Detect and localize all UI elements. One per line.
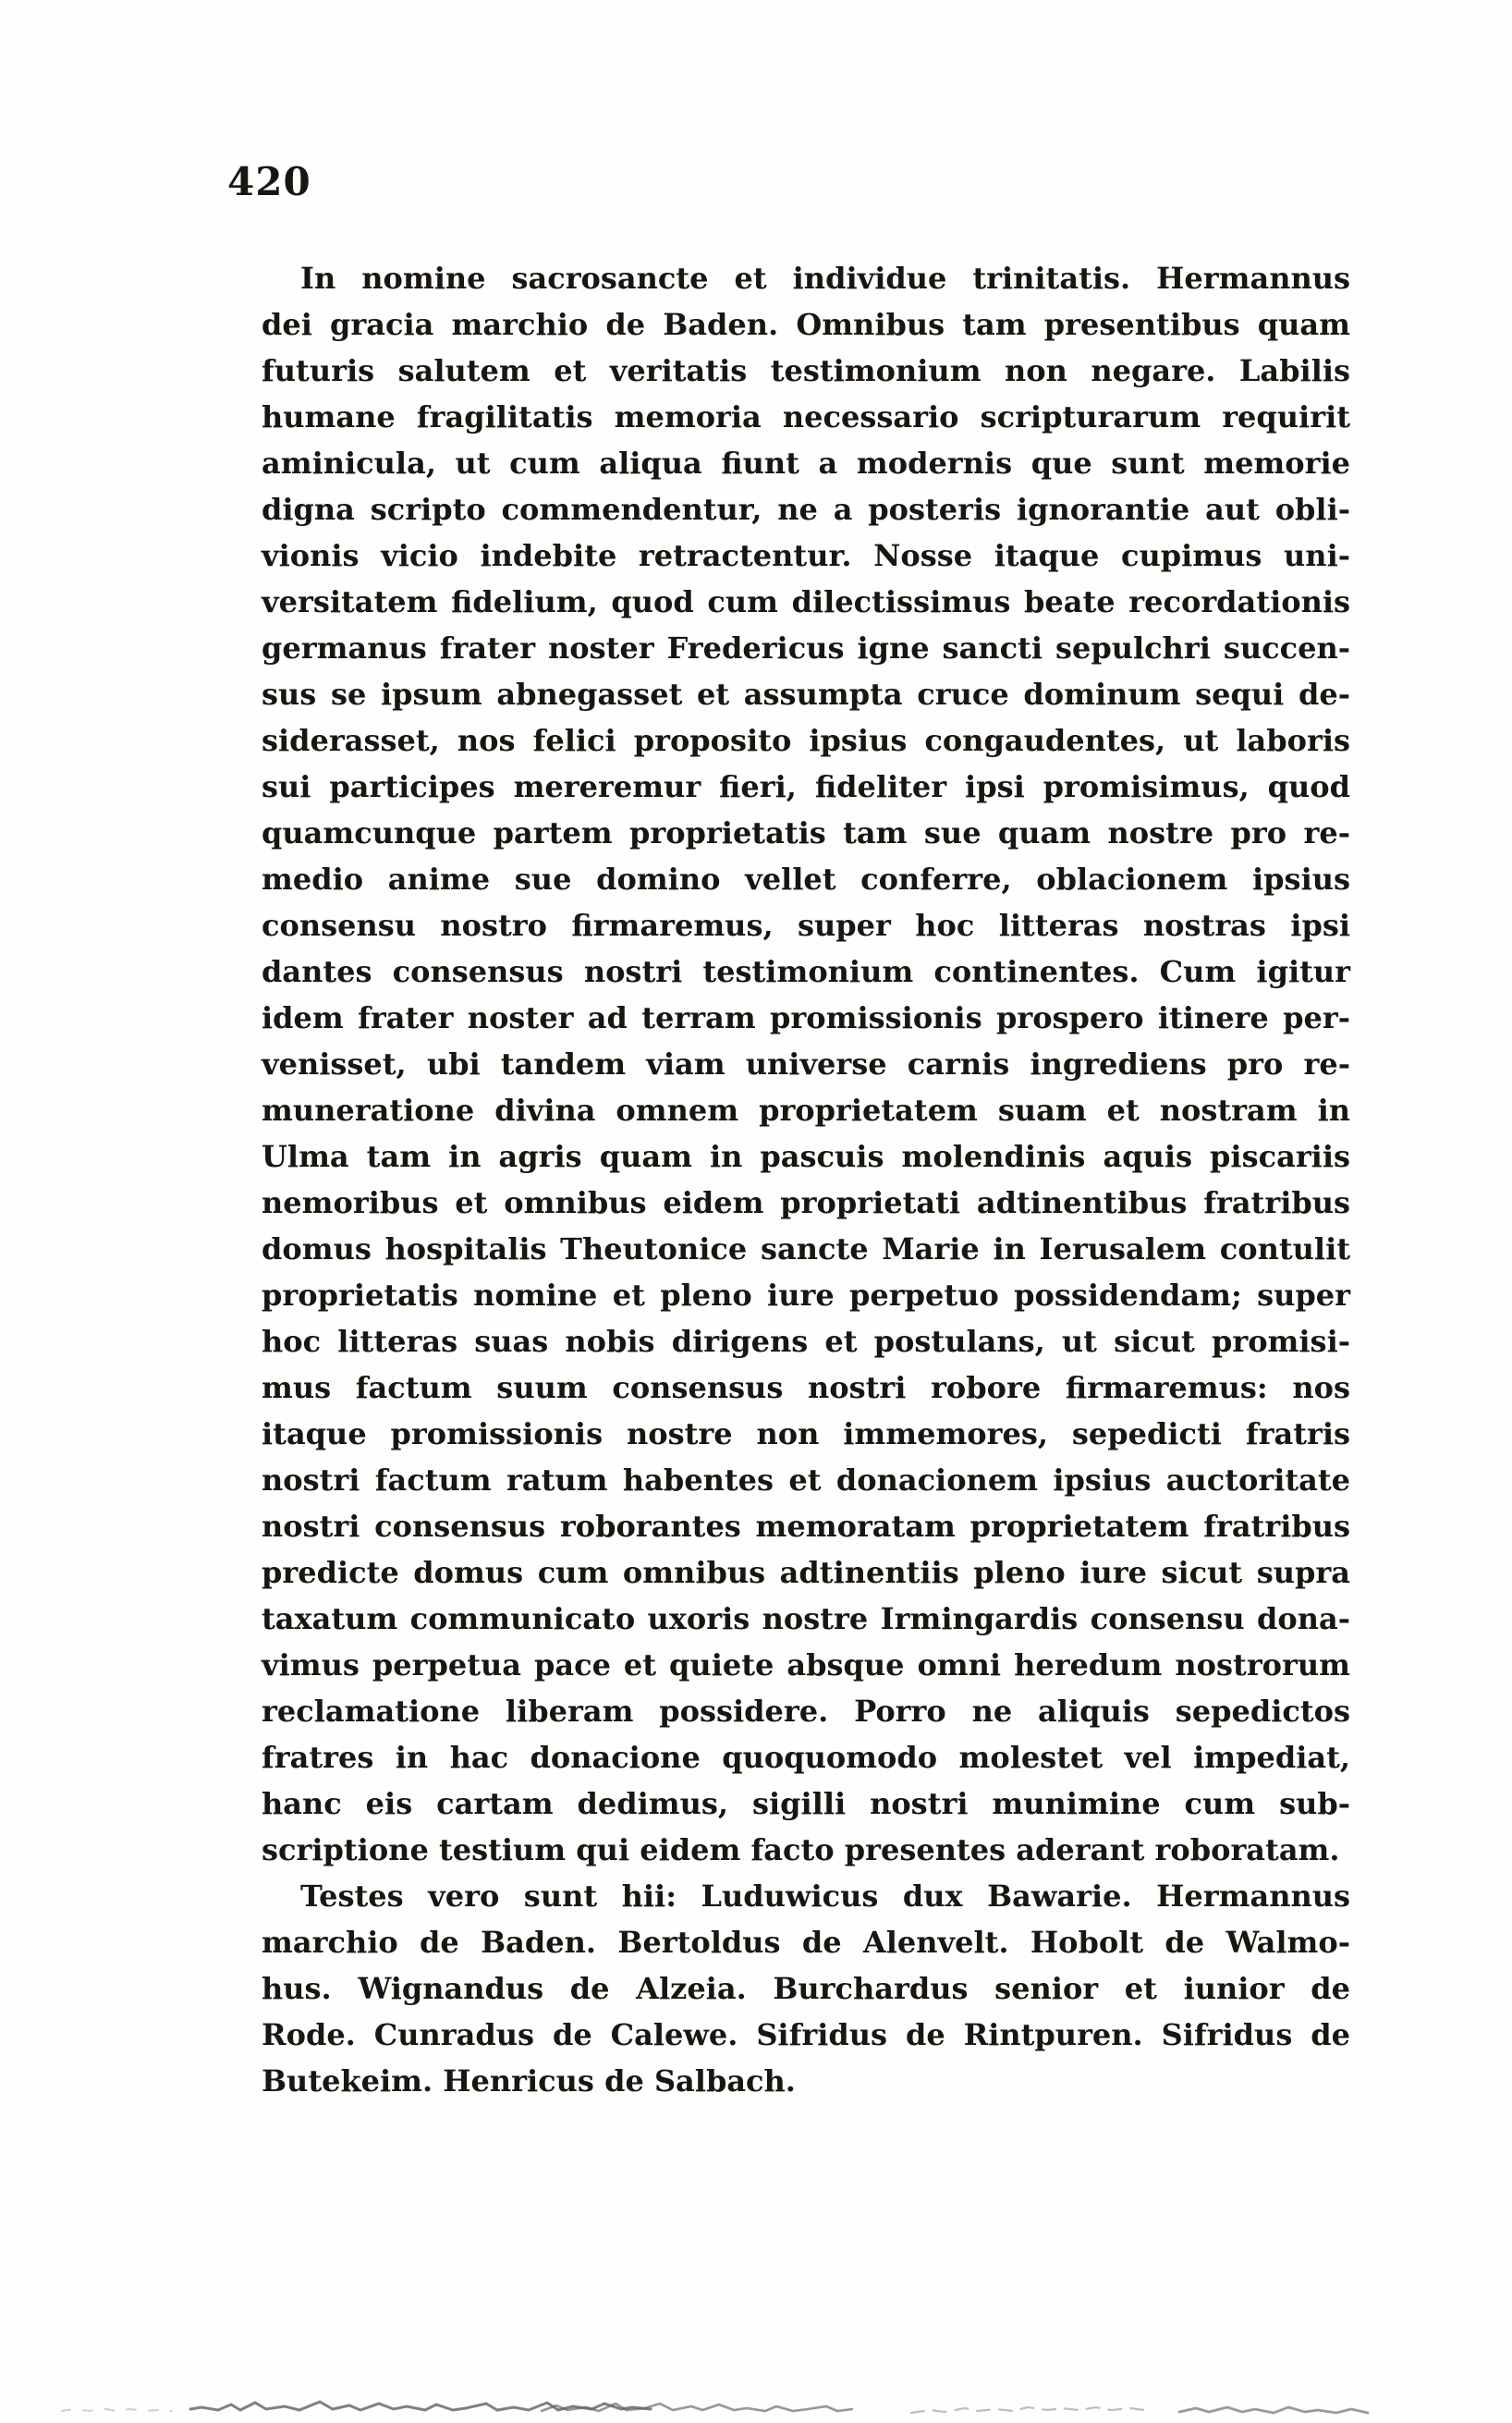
text-line: futuris salutem et veritatis testimonium non negare. Labilis [262,353,1350,388]
text-line: In nomine sacrosancte et individue trinitatis. Hermannus [300,261,1350,296]
text-line: reclamatione liberam possidere. Porro ne aliquis sepedictos [262,1694,1350,1729]
text-line: siderasset, nos felici proposito ipsius congaudentes, ut laboris [262,723,1350,758]
page-number: 420 [227,159,311,204]
text-line: vionis vicio indebite retractentur. Nosse itaque cupimus uni- [262,538,1350,573]
text-line: mus factum suum consensus nostri robore firmaremus: nos [262,1370,1350,1405]
text-line: dantes consensus nostri testimonium continentes. Cum igitur [262,954,1350,989]
text-line: muneratione divina omnem proprietatem suam et nostram in [262,1093,1350,1128]
scan-edge-artifact [61,2391,1462,2418]
text-line: Testes vero sunt hii: Luduwicus dux Bawarie. Hermannus [300,1878,1350,1914]
text-line: versitatem fidelium, quod cum dilectissimus beate recordationis [262,584,1350,619]
text-line: hanc eis cartam dedimus, sigilli nostri munimine cum sub- [262,1786,1350,1821]
text-line: nemoribus et omnibus eidem proprietati adtinentibus fratribus [262,1185,1350,1220]
text-line: Rode. Cunradus de Calewe. Sifridus de Rintpuren. Sifridus de [262,2017,1350,2052]
text-line: hoc litteras suas nobis dirigens et postulans, ut sicut promisi- [262,1324,1350,1359]
text-line: nostri consensus roborantes memoratam proprietatem fratribus [262,1509,1350,1544]
text-line: germanus frater noster Fredericus igne sancti sepulchri succen- [262,630,1350,666]
text-line: sui participes mereremur fieri, fideliter ipsi promisimus, quod [262,769,1350,804]
text-line: fratres in hac donacione quoquomodo molestet vel impediat, [262,1740,1350,1775]
text-line: nostri factum ratum habentes et donacionem ipsius auctoritate [262,1462,1350,1498]
text-line: venisset, ubi tandem viam universe carnis ingrediens pro re- [262,1046,1350,1082]
text-line: Butekeim. Henricus de Salbach. [262,2063,796,2099]
text-line: taxatum communicato uxoris nostre Irmingardis consensu dona- [262,1601,1350,1636]
text-line: quamcunque partem proprietatis tam sue quam nostre pro re- [262,815,1350,850]
text-line: idem frater noster ad terram promissionis prospero itinere per- [262,1000,1350,1035]
text-line: itaque promissionis nostre non immemores, sepedicti fratris [262,1416,1350,1451]
text-line: aminicula, ut cum aliqua fiunt a modernis que sunt memorie [262,446,1350,481]
text-line: dei gracia marchio de Baden. Omnibus tam presentibus quam [262,307,1350,342]
text-line: consensu nostro firmaremus, super hoc litteras nostras ipsi [262,908,1350,943]
text-line: medio anime sue domino vellet conferre, oblacionem ipsius [262,862,1350,897]
text-line: vimus perpetua pace et quiete absque omni heredum nostrorum [262,1647,1350,1683]
text-line: sus se ipsum abnegasset et assumpta cruce dominum sequi de- [262,677,1350,712]
text-line: hus. Wignandus de Alzeia. Burchardus senior et iunior de [262,1971,1350,2006]
text-line: predicte domus cum omnibus adtinentiis pleno iure sicut supra [262,1555,1350,1590]
text-line: Ulma tam in agris quam in pascuis molendinis aquis piscariis [262,1139,1350,1174]
text-line: marchio de Baden. Bertoldus de Alenvelt. Hobolt de Walmo- [262,1925,1350,1960]
text-line: humane fragilitatis memoria necessario scripturarum requirit [262,399,1350,434]
text-line: domus hospitalis Theutonice sancte Marie in Ierusalem contulit [262,1231,1350,1267]
text-line: proprietatis nomine et pleno iure perpetuo possidendam; super [262,1278,1350,1313]
text-line: digna scripto commendentur, ne a posteris ignorantie aut obli- [262,492,1350,527]
document-text-block [262,255,1350,2104]
text-line: scriptione testium qui eidem facto presentes aderant roboratam. [262,1832,1340,1867]
